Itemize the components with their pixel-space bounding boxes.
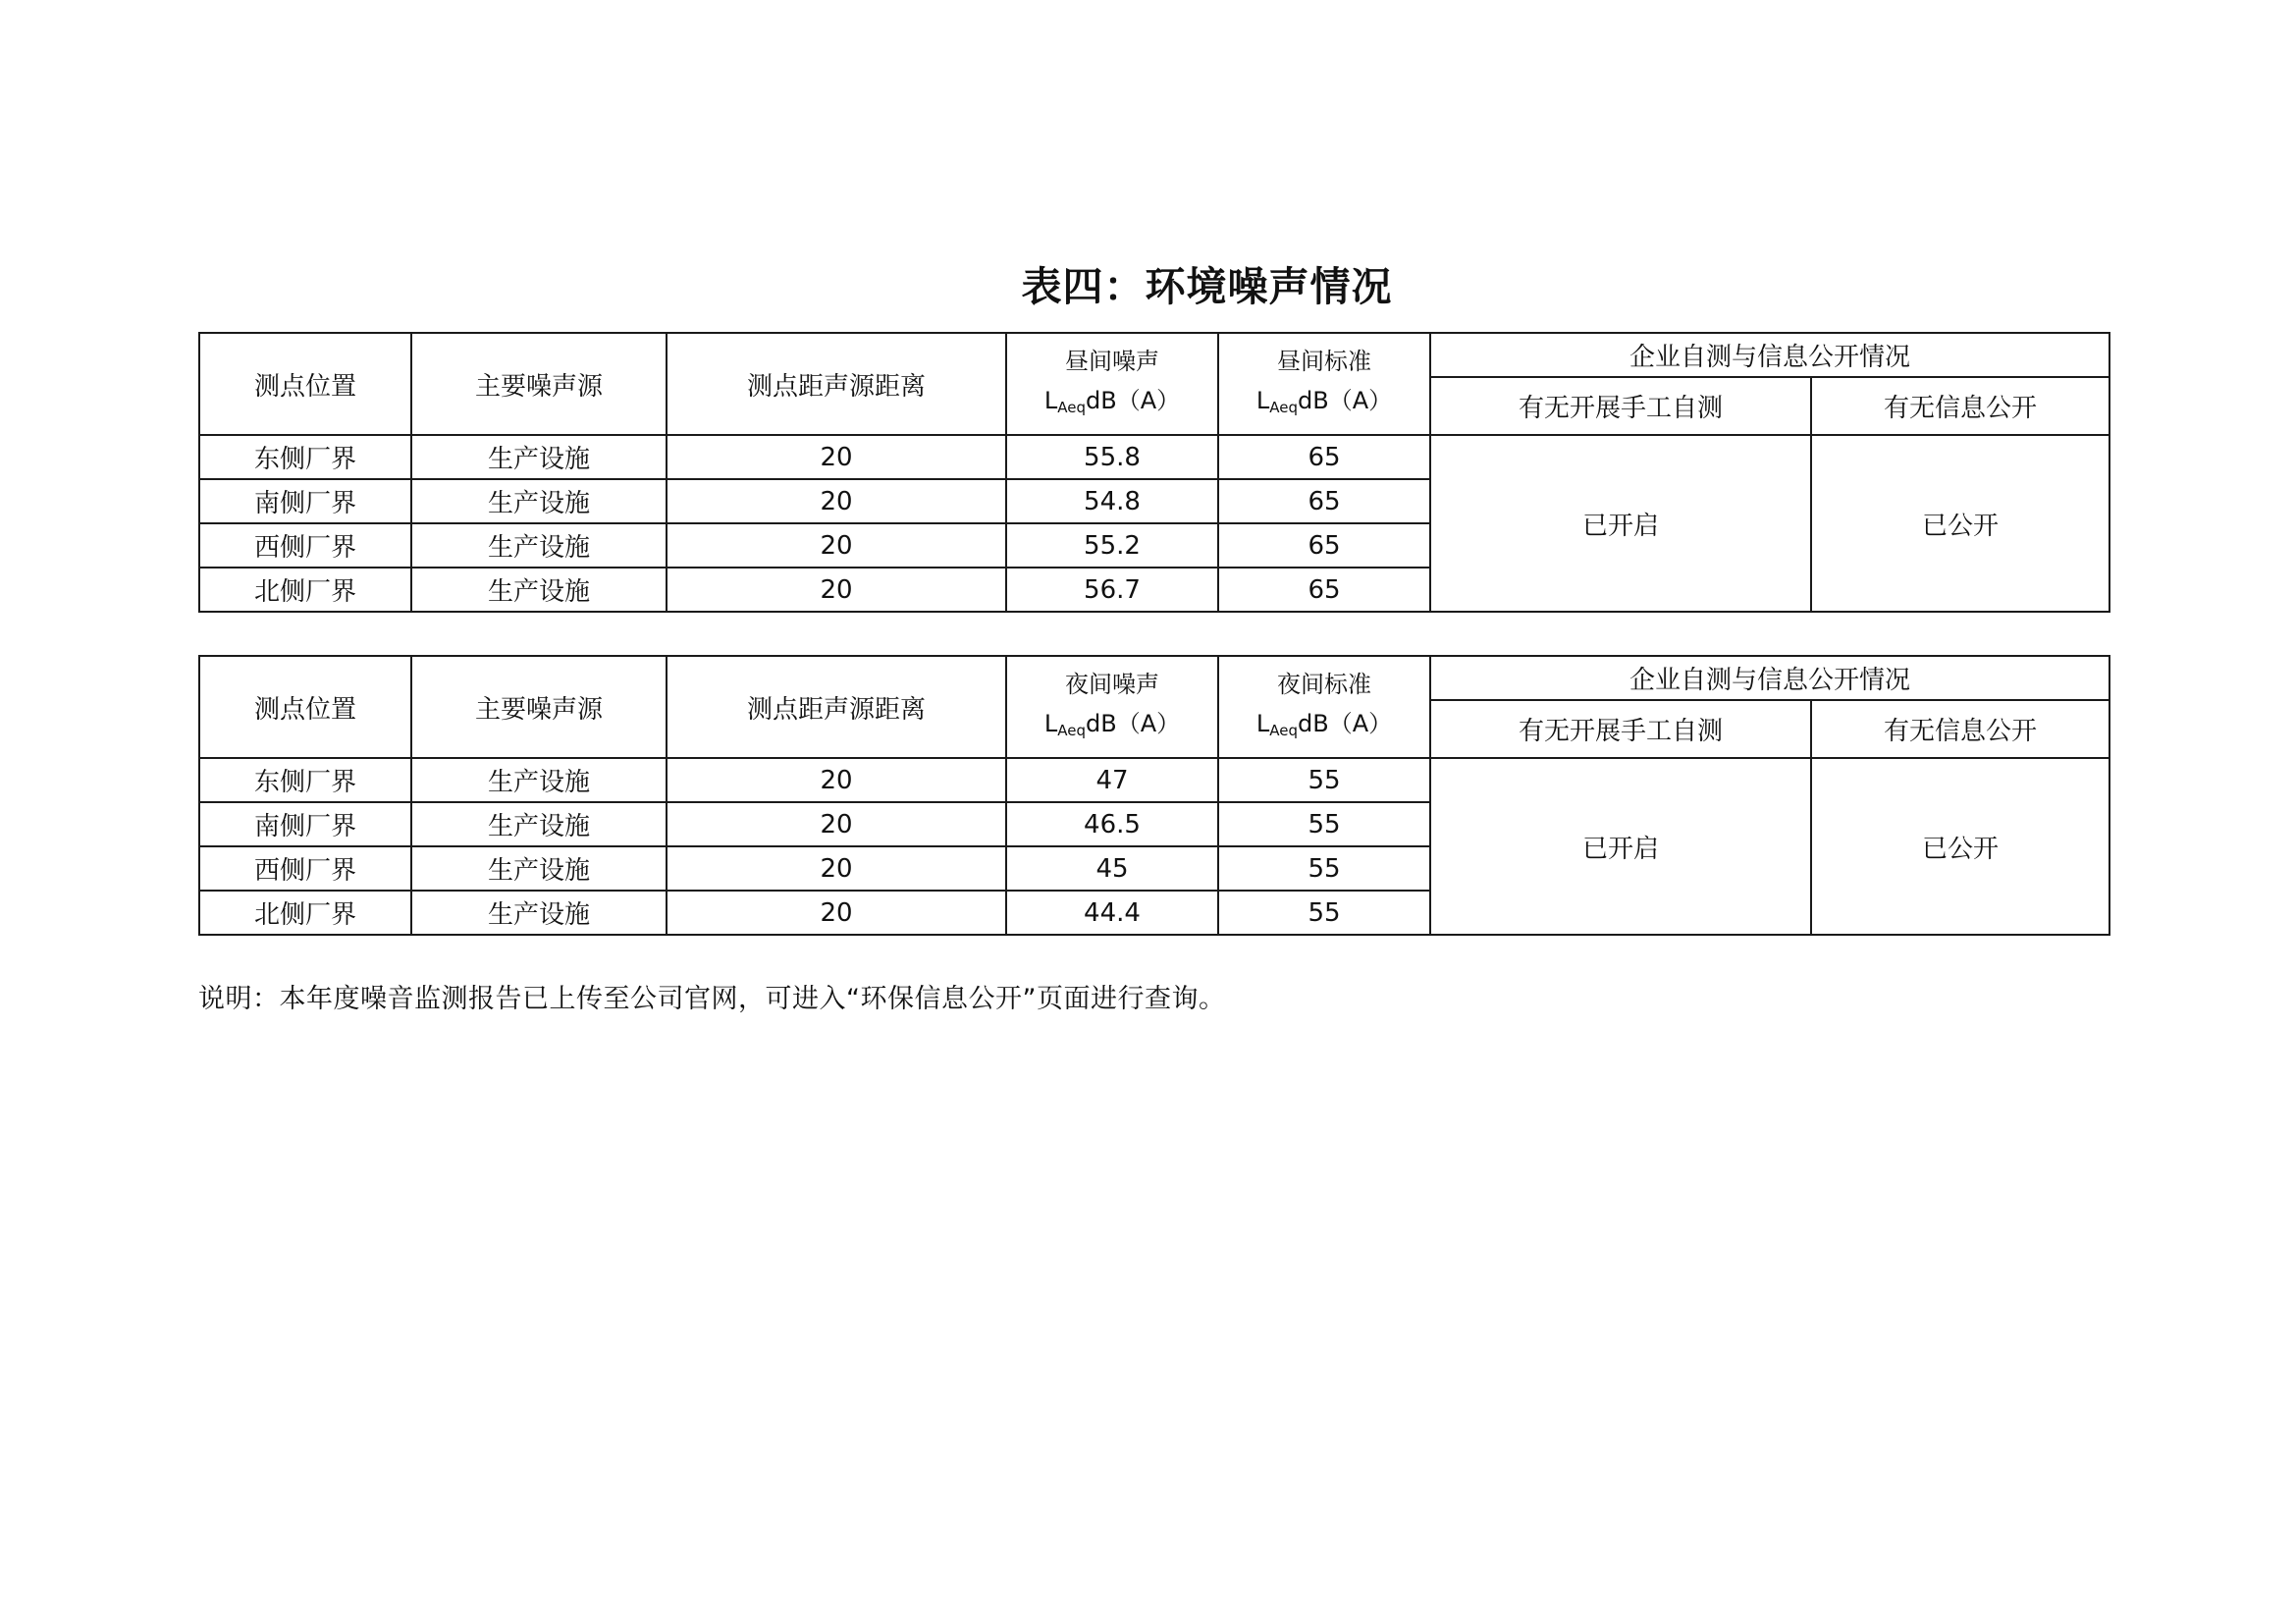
cell-standard: 55 xyxy=(1218,891,1430,935)
header-source: 主要噪声源 xyxy=(411,656,667,758)
cell-noise: 46.5 xyxy=(1006,802,1218,846)
cell-source: 生产设施 xyxy=(411,891,667,935)
cell-standard: 55 xyxy=(1218,846,1430,891)
header-self-monitor: 有无开展手工自测 xyxy=(1430,700,1811,758)
header-standard xyxy=(1218,333,1430,435)
header-location: 测点位置 xyxy=(199,656,411,758)
header-row xyxy=(199,656,2109,700)
cell-distance: 20 xyxy=(667,479,1006,523)
unit-label: $L_{Aeq}dB(A)$ xyxy=(1043,386,1181,416)
cell-location: 南侧厂界 xyxy=(199,479,411,523)
unit-label: $L_{Aeq}dB(A)$ xyxy=(1043,709,1181,739)
header-distance: 测点距声源距离 xyxy=(667,656,1006,758)
cell-noise: 54.8 xyxy=(1006,479,1218,523)
cell-distance: 20 xyxy=(667,846,1006,891)
header-row xyxy=(199,333,2109,377)
cell-location: 西侧厂界 xyxy=(199,846,411,891)
page-title: 表四：环境噪声情况 xyxy=(1021,263,1393,310)
cell-location: 东侧厂界 xyxy=(199,435,411,479)
header-noise-label: 夜间噪声 xyxy=(1065,670,1159,698)
cell-noise: 47 xyxy=(1006,758,1218,802)
header-disclosure: 有无信息公开 xyxy=(1811,377,2109,435)
cell-disclosure: 已公开 xyxy=(1811,758,2109,935)
cell-self-monitor: 已开启 xyxy=(1430,758,1811,935)
header-standard-label: 昼间标准 xyxy=(1277,347,1371,375)
cell-distance: 20 xyxy=(667,758,1006,802)
header-distance: 测点距声源距离 xyxy=(667,333,1006,435)
header-group: 企业自测与信息公开情况 xyxy=(1430,333,2109,377)
cell-distance: 20 xyxy=(667,435,1006,479)
cell-location: 东侧厂界 xyxy=(199,758,411,802)
header-standard-label: 夜间标准 xyxy=(1277,670,1371,698)
cell-source: 生产设施 xyxy=(411,479,667,523)
cell-standard: 65 xyxy=(1218,568,1430,612)
cell-distance: 20 xyxy=(667,802,1006,846)
cell-noise: 55.8 xyxy=(1006,435,1218,479)
cell-standard: 55 xyxy=(1218,802,1430,846)
cell-distance: 20 xyxy=(667,568,1006,612)
night-noise-table xyxy=(198,655,2110,936)
header-noise xyxy=(1006,333,1218,435)
cell-source: 生产设施 xyxy=(411,802,667,846)
cell-noise: 44.4 xyxy=(1006,891,1218,935)
table-row xyxy=(199,435,2109,479)
header-source: 主要噪声源 xyxy=(411,333,667,435)
header-self-monitor: 有无开展手工自测 xyxy=(1430,377,1811,435)
cell-standard: 65 xyxy=(1218,479,1430,523)
header-disclosure: 有无信息公开 xyxy=(1811,700,2109,758)
unit-label: $L_{Aeq}dB(A)$ xyxy=(1255,386,1393,416)
unit-label: $L_{Aeq}dB(A)$ xyxy=(1255,709,1393,739)
cell-disclosure: 已公开 xyxy=(1811,435,2109,612)
cell-noise: 55.2 xyxy=(1006,523,1218,568)
cell-distance: 20 xyxy=(667,891,1006,935)
cell-source: 生产设施 xyxy=(411,846,667,891)
header-location: 测点位置 xyxy=(199,333,411,435)
cell-source: 生产设施 xyxy=(411,523,667,568)
cell-location: 北侧厂界 xyxy=(199,568,411,612)
cell-noise: 45 xyxy=(1006,846,1218,891)
day-noise-table xyxy=(198,332,2110,613)
cell-noise: 56.7 xyxy=(1006,568,1218,612)
cell-standard: 65 xyxy=(1218,523,1430,568)
cell-location: 西侧厂界 xyxy=(199,523,411,568)
cell-source: 生产设施 xyxy=(411,435,667,479)
cell-self-monitor: 已开启 xyxy=(1430,435,1811,612)
cell-location: 南侧厂界 xyxy=(199,802,411,846)
table-row xyxy=(199,758,2109,802)
cell-source: 生产设施 xyxy=(411,568,667,612)
cell-standard: 55 xyxy=(1218,758,1430,802)
header-noise-label: 昼间噪声 xyxy=(1065,347,1159,375)
header-group: 企业自测与信息公开情况 xyxy=(1430,656,2109,700)
cell-source: 生产设施 xyxy=(411,758,667,802)
header-standard xyxy=(1218,656,1430,758)
cell-standard: 65 xyxy=(1218,435,1430,479)
cell-location: 北侧厂界 xyxy=(199,891,411,935)
header-noise xyxy=(1006,656,1218,758)
footnote: 说明：本年度噪音监测报告已上传至公司官网，可进入“环保信息公开”页面进行查询。 xyxy=(198,984,1226,1014)
cell-distance: 20 xyxy=(667,523,1006,568)
